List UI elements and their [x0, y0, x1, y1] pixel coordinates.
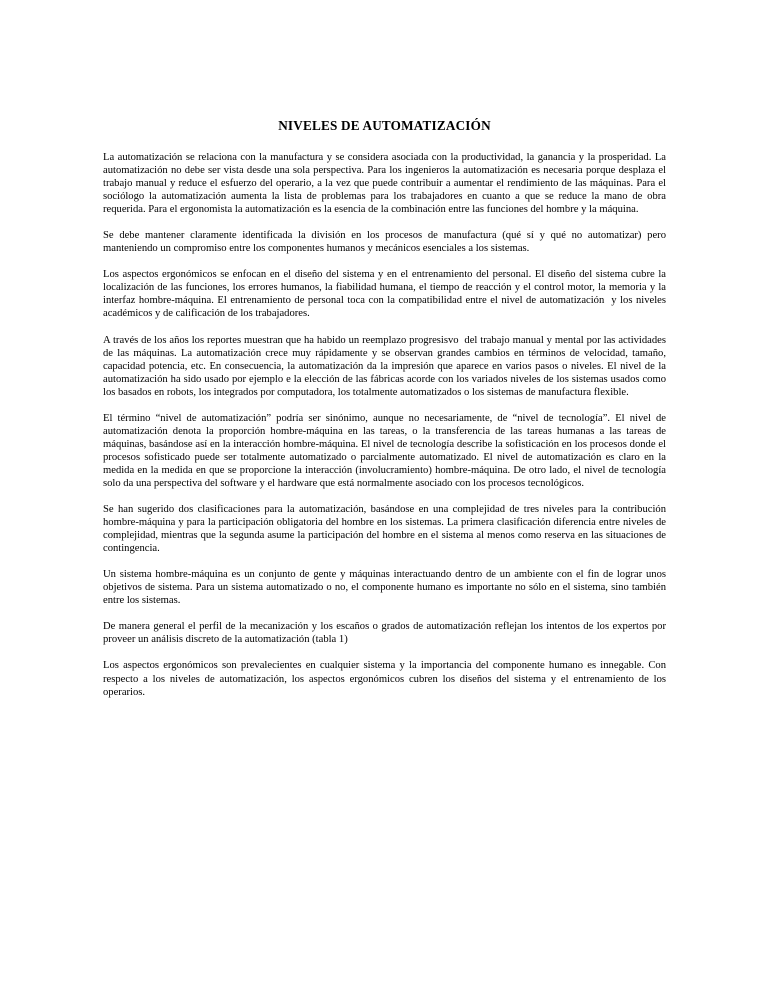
- document-body: [103, 118, 669, 699]
- paragraph: Los aspectos ergonómicos son prevalecientes en cualquier sistema y la importancia del componente humano es innegable. Con respecto a los niveles de automatización, los aspectos ergonómicos cubren los diseños del sistema y el entrenamiento de los operarios.: [103, 660, 669, 698]
- paragraph: De manera general el perfil de la mecanización y los escaños o grados de automatización reflejan los intentos de los expertos por proveer un análisis discreto de la automatización (tabla 1): [103, 621, 669, 646]
- paragraph: Se debe mantener claramente identificada la división en los procesos de manufactura (qué sí y qué no automatizar) pero manteniendo un compromiso entre los componentes humanos y mecánicos esenciales a los sistemas.: [103, 230, 669, 255]
- paragraph: A través de los años los reportes muestran que ha habido un reemplazo progresisvo del trabajo manual y mental por las actividades de las máquinas. La automatización crece muy rápidamente y se observan grandes cambios en términos de velocidad, tamaño, capacidad potencia, etc. En consecuencia, la automatización da la impresión que aparece en varios pasos o niveles. El nivel de la automatización ha sido usado por ejemplo e la elección de las fábricas acorde con los variados niveles de los sistemas usados como los basados en robots, los integrados por computadora, los totalmente automatizados o los sistemas de manufactura flexible.: [103, 334, 669, 398]
- paragraph: Un sistema hombre-máquina es un conjunto de gente y máquinas interactuando dentro de un ambiente con el fin de lograr unos objetivos de sistema. Para un sistema automatizado o no, el componente humano es importante no sólo en el sistema, sino también entre los sistemas.: [103, 569, 669, 607]
- page-title: NIVELES DE AUTOMATIZACIÓN: [278, 118, 491, 133]
- paragraph: Los aspectos ergonómicos se enfocan en el diseño del sistema y en el entrenamiento del personal. El diseño del sistema cubre la localización de las funciones, los errores humanos, la fiabilidad humana, el tiempo de reacción y el control motor, la memoria y la interfaz hombre-máquina. El entrenamiento de personal toca con la compatibilidad entre el nivel de automatización y los niveles académicos y de calificación de los trabajadores.: [103, 269, 669, 320]
- paragraph: La automatización se relaciona con la manufactura y se considera asociada con la productividad, la ganancia y la prosperidad. La automatización no debe ser vista desde una sola perspectiva. Para los ingenieros la automatización es necesaria porque desplaza el trabajo manual y reduce el esfuerzo del operario, a la vez que puede contribuir a aumentar el rendimiento de las máquinas. Para el sociólogo la automatización aumenta la lista de problemas para los trabajadores en cuanto a que se reduce la mano de obra requerida. Para el ergonomista la automatización es la esencia de la combinación entre las funciones del hombre y la máquina.: [103, 152, 669, 216]
- paragraph: El término “nivel de automatización” podría ser sinónimo, aunque no necesariamente, de “nivel de tecnología”. El nivel de automatización denota la proporción hombre-máquina en las tareas, o la transferencia de las tareas humanas a las tareas de máquinas, basándose así en la interacción hombre-máquina. El nivel de tecnología describe la sofisticación en los procesos donde el procesos sofisticado puede ser totalmente automatizado o parcialmente automatizado. El nivel de automatización es claro en la medida en la medida en que se proporcione la interacción (involucramiento) hombre-máquina. De otro lado, el nivel de tecnología solo da una perspectiva del software y el hardware que está normalmente asociado con los procesos tecnológicos.: [103, 412, 669, 489]
- paragraph: Se han sugerido dos clasificaciones para la automatización, basándose en una complejidad de tres niveles para la contribución hombre-máquina y para la participación obligatoria del hombre en los sistemas. La primera clasificación diferencia entre niveles de complejidad, mientras que la segunda asume la participación del hombre en el sistema al menos como reserva en las situaciones de contingencia.: [103, 504, 669, 555]
